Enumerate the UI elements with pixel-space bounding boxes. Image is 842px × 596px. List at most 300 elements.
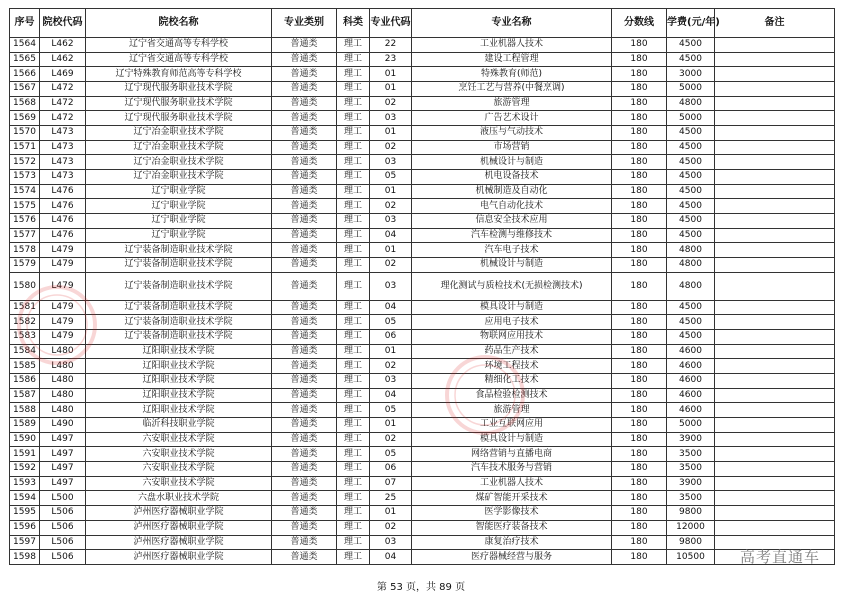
cell-major-category: 普通类: [272, 38, 337, 53]
cell-index: 1596: [10, 520, 40, 535]
cell-tuition: 4500: [667, 38, 715, 53]
cell-major-name: 电气自动化技术: [412, 199, 612, 214]
cell-major-code: 03: [370, 272, 412, 300]
cell-major-name: 工业互联网应用: [412, 418, 612, 433]
cell-major-name: 烹饪工艺与营养(中餐烹调): [412, 82, 612, 97]
cell-major-name: 工业机器人技术: [412, 476, 612, 491]
header-subject: 科类: [337, 9, 370, 38]
document-page: [9, 8, 834, 565]
table-header-row: [10, 9, 835, 38]
cell-remarks: [715, 155, 835, 170]
cell-major-category: 普通类: [272, 155, 337, 170]
cell-subject: 理工: [337, 359, 370, 374]
cell-tuition: 3500: [667, 462, 715, 477]
cell-subject: 理工: [337, 462, 370, 477]
cell-major-name: 工业机器人技术: [412, 38, 612, 53]
table-row: [10, 432, 835, 447]
cell-score-line: 180: [612, 359, 667, 374]
cell-subject: 理工: [337, 258, 370, 273]
cell-major-code: 05: [370, 403, 412, 418]
cell-tuition: 4600: [667, 344, 715, 359]
cell-tuition: 4500: [667, 140, 715, 155]
table-row: [10, 330, 835, 345]
cell-school-code: L473: [40, 155, 86, 170]
table-row: [10, 228, 835, 243]
cell-score-line: 180: [612, 38, 667, 53]
cell-school-code: L497: [40, 432, 86, 447]
cell-major-category: 普通类: [272, 432, 337, 447]
cell-school-name: 泸州医疗器械职业学院: [86, 550, 272, 565]
cell-score-line: 180: [612, 155, 667, 170]
cell-score-line: 180: [612, 374, 667, 389]
cell-major-name: 食品检验检测技术: [412, 388, 612, 403]
cell-score-line: 180: [612, 82, 667, 97]
cell-score-line: 180: [612, 476, 667, 491]
cell-index: 1579: [10, 258, 40, 273]
cell-major-category: 普通类: [272, 272, 337, 300]
cell-major-code: 04: [370, 300, 412, 315]
cell-school-name: 辽宁冶金职业技术学院: [86, 155, 272, 170]
cell-remarks: [715, 228, 835, 243]
cell-remarks: [715, 330, 835, 345]
table-row: [10, 170, 835, 185]
cell-major-category: 普通类: [272, 67, 337, 82]
cell-major-category: 普通类: [272, 476, 337, 491]
cell-index: 1565: [10, 52, 40, 67]
cell-subject: 理工: [337, 126, 370, 141]
cell-school-code: L476: [40, 228, 86, 243]
cell-major-name: 医学影像技术: [412, 506, 612, 521]
table-row: [10, 535, 835, 550]
cell-school-code: L479: [40, 300, 86, 315]
cell-school-name: 辽宁装备制造职业技术学院: [86, 300, 272, 315]
cell-tuition: 4500: [667, 214, 715, 229]
cell-major-code: 05: [370, 447, 412, 462]
cell-school-name: 辽宁冶金职业技术学院: [86, 170, 272, 185]
cell-tuition: 4500: [667, 126, 715, 141]
cell-score-line: 180: [612, 550, 667, 565]
cell-subject: 理工: [337, 272, 370, 300]
cell-school-name: 辽宁省交通高等专科学校: [86, 38, 272, 53]
table-row: [10, 82, 835, 97]
cell-major-name: 汽车电子技术: [412, 243, 612, 258]
cell-major-category: 普通类: [272, 462, 337, 477]
cell-remarks: [715, 184, 835, 199]
cell-score-line: 180: [612, 140, 667, 155]
cell-tuition: 10500: [667, 550, 715, 565]
cell-score-line: 180: [612, 214, 667, 229]
cell-school-code: L497: [40, 462, 86, 477]
cell-score-line: 180: [612, 199, 667, 214]
table-row: [10, 300, 835, 315]
cell-score-line: 180: [612, 330, 667, 345]
cell-tuition: 9800: [667, 535, 715, 550]
cell-school-code: L506: [40, 520, 86, 535]
cell-major-name: 信息安全技术应用: [412, 214, 612, 229]
cell-score-line: 180: [612, 300, 667, 315]
cell-major-code: 02: [370, 258, 412, 273]
cell-tuition: 4500: [667, 300, 715, 315]
cell-major-code: 04: [370, 388, 412, 403]
cell-index: 1573: [10, 170, 40, 185]
cell-school-name: 泸州医疗器械职业学院: [86, 506, 272, 521]
cell-school-name: 辽宁特殊教育师范高等专科学校: [86, 67, 272, 82]
cell-school-code: L472: [40, 82, 86, 97]
table-row: [10, 155, 835, 170]
cell-major-category: 普通类: [272, 418, 337, 433]
cell-major-code: 01: [370, 506, 412, 521]
admission-table: [9, 8, 835, 565]
table-row: [10, 184, 835, 199]
cell-subject: 理工: [337, 96, 370, 111]
cell-score-line: 180: [612, 432, 667, 447]
header-major-category: 专业类别: [272, 9, 337, 38]
cell-tuition: 3900: [667, 476, 715, 491]
cell-major-code: 03: [370, 535, 412, 550]
cell-score-line: 180: [612, 111, 667, 126]
cell-major-code: 04: [370, 228, 412, 243]
cell-score-line: 180: [612, 403, 667, 418]
cell-school-name: 辽宁职业学院: [86, 228, 272, 243]
cell-school-name: 辽宁现代服务职业技术学院: [86, 96, 272, 111]
cell-school-code: L500: [40, 491, 86, 506]
cell-index: 1567: [10, 82, 40, 97]
cell-index: 1582: [10, 315, 40, 330]
cell-major-code: 06: [370, 462, 412, 477]
cell-major-category: 普通类: [272, 374, 337, 389]
watermark-text: 高考直通车: [739, 548, 820, 566]
cell-major-code: 07: [370, 476, 412, 491]
cell-index: 1581: [10, 300, 40, 315]
cell-school-code: L490: [40, 418, 86, 433]
cell-major-name: 应用电子技术: [412, 315, 612, 330]
cell-school-code: L480: [40, 374, 86, 389]
page-footer: 第 53 页，共 89 页: [376, 582, 466, 593]
cell-tuition: 4500: [667, 52, 715, 67]
cell-score-line: 180: [612, 535, 667, 550]
cell-score-line: 180: [612, 52, 667, 67]
cell-school-name: 泸州医疗器械职业学院: [86, 520, 272, 535]
cell-major-name: 旅游管理: [412, 96, 612, 111]
cell-tuition: 4600: [667, 403, 715, 418]
cell-major-code: 23: [370, 52, 412, 67]
cell-major-name: 模具设计与制造: [412, 300, 612, 315]
table-row: [10, 418, 835, 433]
cell-major-category: 普通类: [272, 403, 337, 418]
table-row: [10, 67, 835, 82]
cell-subject: 理工: [337, 155, 370, 170]
cell-tuition: 12000: [667, 520, 715, 535]
header-major-name: 专业名称: [412, 9, 612, 38]
cell-tuition: 4800: [667, 96, 715, 111]
cell-index: 1594: [10, 491, 40, 506]
cell-school-code: L480: [40, 388, 86, 403]
cell-index: 1593: [10, 476, 40, 491]
cell-subject: 理工: [337, 374, 370, 389]
cell-remarks: [715, 403, 835, 418]
table-row: [10, 403, 835, 418]
cell-subject: 理工: [337, 418, 370, 433]
cell-major-category: 普通类: [272, 520, 337, 535]
cell-major-name: 环境工程技术: [412, 359, 612, 374]
cell-school-code: L506: [40, 535, 86, 550]
cell-tuition: 4600: [667, 388, 715, 403]
cell-school-name: 六盘水职业技术学院: [86, 491, 272, 506]
cell-score-line: 180: [612, 462, 667, 477]
cell-subject: 理工: [337, 214, 370, 229]
cell-score-line: 180: [612, 447, 667, 462]
cell-index: 1590: [10, 432, 40, 447]
cell-subject: 理工: [337, 140, 370, 155]
cell-score-line: 180: [612, 126, 667, 141]
cell-index: 1585: [10, 359, 40, 374]
cell-tuition: 4500: [667, 155, 715, 170]
cell-major-category: 普通类: [272, 228, 337, 243]
cell-school-code: L473: [40, 126, 86, 141]
cell-school-code: L476: [40, 214, 86, 229]
cell-index: 1569: [10, 111, 40, 126]
cell-remarks: [715, 199, 835, 214]
cell-major-category: 普通类: [272, 258, 337, 273]
cell-tuition: 4800: [667, 258, 715, 273]
cell-major-category: 普通类: [272, 359, 337, 374]
header-remarks: 备注: [715, 9, 835, 38]
cell-index: 1587: [10, 388, 40, 403]
cell-index: 1588: [10, 403, 40, 418]
cell-school-name: 辽阳职业技术学院: [86, 374, 272, 389]
header-major-code: 专业代码: [370, 9, 412, 38]
cell-major-name: 物联网应用技术: [412, 330, 612, 345]
table-row: [10, 315, 835, 330]
cell-major-name: 模具设计与制造: [412, 432, 612, 447]
cell-score-line: 180: [612, 520, 667, 535]
cell-school-code: L479: [40, 315, 86, 330]
cell-school-name: 六安职业技术学院: [86, 476, 272, 491]
cell-school-code: L472: [40, 96, 86, 111]
cell-tuition: 4500: [667, 315, 715, 330]
table-row: [10, 462, 835, 477]
cell-remarks: [715, 447, 835, 462]
cell-school-name: 临沂科技职业学院: [86, 418, 272, 433]
table-row: [10, 243, 835, 258]
header-index: 序号: [10, 9, 40, 38]
cell-remarks: [715, 344, 835, 359]
cell-major-code: 04: [370, 550, 412, 565]
cell-tuition: 5000: [667, 111, 715, 126]
cell-school-name: 辽宁装备制造职业技术学院: [86, 315, 272, 330]
cell-index: 1584: [10, 344, 40, 359]
cell-score-line: 180: [612, 418, 667, 433]
table-row: [10, 476, 835, 491]
table-row: [10, 214, 835, 229]
cell-major-category: 普通类: [272, 184, 337, 199]
cell-major-category: 普通类: [272, 344, 337, 359]
cell-major-name: 市场营销: [412, 140, 612, 155]
cell-major-code: 25: [370, 491, 412, 506]
cell-tuition: 3500: [667, 491, 715, 506]
cell-remarks: [715, 520, 835, 535]
cell-major-category: 普通类: [272, 243, 337, 258]
cell-subject: 理工: [337, 111, 370, 126]
cell-major-name: 汽车检测与维修技术: [412, 228, 612, 243]
table-row: [10, 344, 835, 359]
cell-major-name: 网络营销与直播电商: [412, 447, 612, 462]
cell-score-line: 180: [612, 184, 667, 199]
cell-subject: 理工: [337, 184, 370, 199]
cell-remarks: [715, 462, 835, 477]
cell-remarks: [715, 96, 835, 111]
table-row: [10, 111, 835, 126]
cell-score-line: 180: [612, 506, 667, 521]
table-row: [10, 447, 835, 462]
cell-major-code: 01: [370, 344, 412, 359]
cell-tuition: 3000: [667, 67, 715, 82]
cell-subject: 理工: [337, 67, 370, 82]
cell-major-name: 特殊教育(师范): [412, 67, 612, 82]
cell-major-name: 智能医疗装备技术: [412, 520, 612, 535]
cell-school-code: L472: [40, 111, 86, 126]
cell-school-name: 辽宁职业学院: [86, 214, 272, 229]
cell-tuition: 4600: [667, 359, 715, 374]
cell-index: 1592: [10, 462, 40, 477]
cell-school-name: 辽阳职业技术学院: [86, 344, 272, 359]
cell-tuition: 5000: [667, 418, 715, 433]
cell-major-category: 普通类: [272, 330, 337, 345]
cell-remarks: [715, 491, 835, 506]
cell-major-code: 03: [370, 155, 412, 170]
cell-school-name: 辽宁冶金职业技术学院: [86, 126, 272, 141]
cell-subject: 理工: [337, 170, 370, 185]
cell-subject: 理工: [337, 388, 370, 403]
cell-tuition: 4500: [667, 330, 715, 345]
cell-school-code: L469: [40, 67, 86, 82]
cell-subject: 理工: [337, 476, 370, 491]
cell-subject: 理工: [337, 38, 370, 53]
cell-school-name: 辽宁职业学院: [86, 199, 272, 214]
cell-index: 1597: [10, 535, 40, 550]
cell-school-code: L506: [40, 550, 86, 565]
cell-major-category: 普通类: [272, 111, 337, 126]
cell-remarks: [715, 243, 835, 258]
cell-school-code: L497: [40, 447, 86, 462]
cell-index: 1598: [10, 550, 40, 565]
cell-major-code: 02: [370, 359, 412, 374]
cell-major-name: 机械设计与制造: [412, 155, 612, 170]
cell-major-name: 机械制造及自动化: [412, 184, 612, 199]
cell-major-category: 普通类: [272, 506, 337, 521]
cell-subject: 理工: [337, 199, 370, 214]
cell-major-code: 03: [370, 374, 412, 389]
cell-school-name: 辽宁装备制造职业技术学院: [86, 258, 272, 273]
cell-school-code: L462: [40, 38, 86, 53]
cell-school-code: L480: [40, 403, 86, 418]
cell-major-name: 旅游管理: [412, 403, 612, 418]
cell-remarks: [715, 476, 835, 491]
cell-subject: 理工: [337, 535, 370, 550]
cell-subject: 理工: [337, 243, 370, 258]
table-row: [10, 38, 835, 53]
cell-subject: 理工: [337, 403, 370, 418]
cell-subject: 理工: [337, 330, 370, 345]
cell-remarks: [715, 300, 835, 315]
cell-tuition: 4500: [667, 228, 715, 243]
cell-major-code: 22: [370, 38, 412, 53]
table-body: [10, 38, 835, 565]
cell-score-line: 180: [612, 170, 667, 185]
cell-school-name: 辽宁现代服务职业技术学院: [86, 82, 272, 97]
cell-score-line: 180: [612, 228, 667, 243]
cell-remarks: [715, 126, 835, 141]
cell-tuition: 3500: [667, 447, 715, 462]
cell-tuition: 4600: [667, 374, 715, 389]
cell-subject: 理工: [337, 520, 370, 535]
cell-school-name: 辽宁装备制造职业技术学院: [86, 330, 272, 345]
cell-major-name: 药品生产技术: [412, 344, 612, 359]
table-row: [10, 126, 835, 141]
cell-school-name: 辽宁现代服务职业技术学院: [86, 111, 272, 126]
cell-school-code: L479: [40, 330, 86, 345]
cell-major-code: 03: [370, 111, 412, 126]
cell-major-category: 普通类: [272, 491, 337, 506]
cell-major-code: 01: [370, 82, 412, 97]
cell-school-name: 辽阳职业技术学院: [86, 388, 272, 403]
cell-remarks: [715, 359, 835, 374]
cell-remarks: [715, 111, 835, 126]
cell-index: 1595: [10, 506, 40, 521]
cell-score-line: 180: [612, 388, 667, 403]
cell-school-code: L462: [40, 52, 86, 67]
cell-school-code: L479: [40, 258, 86, 273]
cell-school-name: 辽宁职业学院: [86, 184, 272, 199]
cell-major-name: 精细化工技术: [412, 374, 612, 389]
cell-major-code: 02: [370, 432, 412, 447]
table-row: [10, 388, 835, 403]
cell-major-code: 02: [370, 199, 412, 214]
cell-major-category: 普通类: [272, 315, 337, 330]
table-row: [10, 491, 835, 506]
cell-school-name: 辽宁装备制造职业技术学院: [86, 243, 272, 258]
cell-remarks: [715, 374, 835, 389]
cell-remarks: [715, 38, 835, 53]
cell-remarks: [715, 82, 835, 97]
cell-major-code: 01: [370, 418, 412, 433]
cell-index: 1583: [10, 330, 40, 345]
cell-school-code: L479: [40, 272, 86, 300]
cell-subject: 理工: [337, 447, 370, 462]
cell-major-name: 煤矿智能开采技术: [412, 491, 612, 506]
table-row: [10, 359, 835, 374]
cell-major-category: 普通类: [272, 52, 337, 67]
cell-major-category: 普通类: [272, 96, 337, 111]
cell-major-category: 普通类: [272, 447, 337, 462]
cell-remarks: [715, 170, 835, 185]
cell-subject: 理工: [337, 506, 370, 521]
cell-score-line: 180: [612, 243, 667, 258]
cell-major-name: 汽车技术服务与营销: [412, 462, 612, 477]
cell-major-code: 05: [370, 170, 412, 185]
cell-tuition: 4500: [667, 184, 715, 199]
cell-major-category: 普通类: [272, 535, 337, 550]
cell-major-category: 普通类: [272, 82, 337, 97]
cell-remarks: [715, 418, 835, 433]
header-school-name: 院校名称: [86, 9, 272, 38]
cell-major-name: 医疗器械经营与服务: [412, 550, 612, 565]
cell-major-name: 建设工程管理: [412, 52, 612, 67]
cell-school-name: 辽阳职业技术学院: [86, 403, 272, 418]
cell-major-category: 普通类: [272, 126, 337, 141]
cell-remarks: [715, 67, 835, 82]
cell-school-name: 辽宁省交通高等专科学校: [86, 52, 272, 67]
